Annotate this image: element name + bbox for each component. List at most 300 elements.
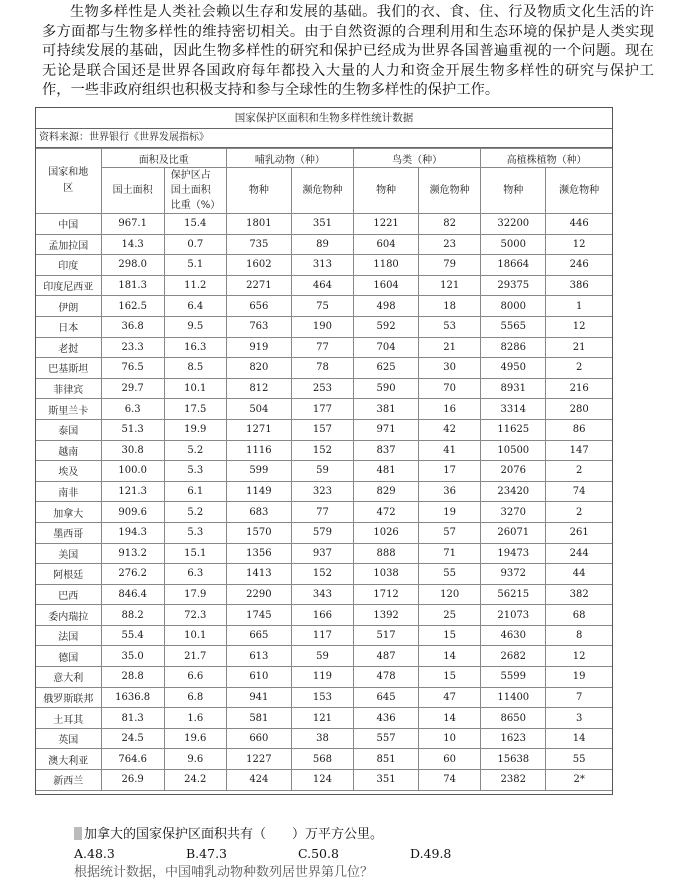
table-row — [36, 564, 612, 585]
country-cell: 美国 — [36, 543, 101, 564]
value-cell: 2 — [546, 358, 612, 379]
table-row — [36, 708, 612, 729]
header-land-area: 国土面积 — [101, 168, 164, 214]
country-cell: 土耳其 — [36, 708, 101, 729]
value-cell: 246 — [546, 255, 612, 276]
value-cell: 21 — [419, 337, 481, 358]
value-cell: 261 — [546, 522, 612, 543]
header-plant-group: 高植株植物（种） — [481, 149, 612, 168]
value-cell: 76.5 — [101, 358, 164, 379]
table-title: 国家保护区面积和生物多样性统计数据 — [36, 108, 612, 129]
value-cell: 763 — [226, 316, 291, 337]
value-cell: 846.4 — [101, 584, 164, 605]
value-cell: 79 — [419, 255, 481, 276]
value-cell: 2382 — [481, 770, 546, 791]
value-cell: 8286 — [481, 337, 546, 358]
value-cell: 937 — [291, 543, 353, 564]
value-cell: 16.3 — [164, 337, 226, 358]
value-cell: 481 — [354, 461, 419, 482]
value-cell: 38 — [291, 728, 353, 749]
value-cell: 610 — [226, 667, 291, 688]
value-cell: 517 — [354, 625, 419, 646]
value-cell: 72.3 — [164, 605, 226, 626]
country-cell: 英国 — [36, 728, 101, 749]
value-cell: 2 — [546, 502, 612, 523]
table-row — [36, 728, 612, 749]
value-cell: 12 — [546, 646, 612, 667]
value-cell: 35.0 — [101, 646, 164, 667]
value-cell: 6.1 — [164, 481, 226, 502]
country-cell: 老挝 — [36, 337, 101, 358]
value-cell: 592 — [354, 316, 419, 337]
value-cell: 86 — [546, 419, 612, 440]
value-cell: 1712 — [354, 584, 419, 605]
value-cell: 19 — [419, 502, 481, 523]
value-cell: 100.0 — [101, 461, 164, 482]
value-cell: 60 — [419, 749, 481, 770]
value-cell: 8000 — [481, 296, 546, 317]
value-cell: 1356 — [226, 543, 291, 564]
value-cell: 4630 — [481, 625, 546, 646]
value-cell: 6.3 — [101, 399, 164, 420]
table-row — [36, 419, 612, 440]
value-cell: 152 — [291, 564, 353, 585]
value-cell: 12 — [546, 316, 612, 337]
value-cell: 5599 — [481, 667, 546, 688]
value-cell: 190 — [291, 316, 353, 337]
header-bird-group: 鸟类（种） — [354, 149, 481, 168]
value-cell: 88.2 — [101, 605, 164, 626]
table-row — [36, 584, 612, 605]
value-cell: 919 — [226, 337, 291, 358]
value-cell: 59 — [291, 646, 353, 667]
value-cell: 472 — [354, 502, 419, 523]
header-mammal-endangered: 濒危物种 — [291, 168, 353, 214]
table-row — [36, 481, 612, 502]
country-cell: 巴基斯坦 — [36, 358, 101, 379]
value-cell: 21 — [546, 337, 612, 358]
country-cell: 中国 — [36, 214, 101, 235]
value-cell: 557 — [354, 728, 419, 749]
value-cell: 829 — [354, 481, 419, 502]
value-cell: 28.8 — [101, 667, 164, 688]
value-cell: 1801 — [226, 214, 291, 235]
value-cell: 24.2 — [164, 770, 226, 791]
value-cell: 967.1 — [101, 214, 164, 235]
value-cell: 51.3 — [101, 419, 164, 440]
value-cell: 19 — [546, 667, 612, 688]
country-cell: 菲律宾 — [36, 378, 101, 399]
value-cell: 23420 — [481, 481, 546, 502]
question — [74, 823, 383, 842]
option-a[interactable]: A.48.3 — [74, 846, 115, 861]
value-cell: 498 — [354, 296, 419, 317]
value-cell: 1636.8 — [101, 687, 164, 708]
value-cell: 9.6 — [164, 749, 226, 770]
value-cell: 9372 — [481, 564, 546, 585]
value-cell: 8.5 — [164, 358, 226, 379]
value-cell: 313 — [291, 255, 353, 276]
value-cell: 2271 — [226, 275, 291, 296]
value-cell: 12 — [546, 234, 612, 255]
table-row — [36, 378, 612, 399]
value-cell: 10500 — [481, 440, 546, 461]
country-cell: 伊朗 — [36, 296, 101, 317]
country-cell: 印度尼西亚 — [36, 275, 101, 296]
value-cell: 8 — [546, 625, 612, 646]
country-cell: 意大利 — [36, 667, 101, 688]
value-cell: 19.9 — [164, 419, 226, 440]
value-cell: 124 — [291, 770, 353, 791]
value-cell: 6.3 — [164, 564, 226, 585]
value-cell: 44 — [546, 564, 612, 585]
value-cell: 11.2 — [164, 275, 226, 296]
value-cell: 1271 — [226, 419, 291, 440]
value-cell: 14 — [419, 646, 481, 667]
value-cell: 323 — [291, 481, 353, 502]
value-cell: 660 — [226, 728, 291, 749]
country-cell: 斯里兰卡 — [36, 399, 101, 420]
header-plant-species: 物种 — [481, 168, 546, 214]
value-cell: 820 — [226, 358, 291, 379]
table-row — [36, 770, 612, 791]
value-cell: 504 — [226, 399, 291, 420]
header-area-group: 面积及比重 — [101, 149, 226, 168]
value-cell: 15.4 — [164, 214, 226, 235]
header-mammal-group: 哺乳动物（种） — [226, 149, 353, 168]
value-cell: 625 — [354, 358, 419, 379]
value-cell: 25 — [419, 605, 481, 626]
country-cell: 新西兰 — [36, 770, 101, 791]
value-cell: 909.6 — [101, 502, 164, 523]
table-row — [36, 543, 612, 564]
value-cell: 81.3 — [101, 708, 164, 729]
value-cell: 17 — [419, 461, 481, 482]
value-cell: 436 — [354, 708, 419, 729]
value-cell: 74 — [419, 770, 481, 791]
table-source: 资料来源：世界银行《世界发展指标》 — [36, 129, 612, 148]
value-cell: 153 — [291, 687, 353, 708]
country-cell: 越南 — [36, 440, 101, 461]
value-cell: 68 — [546, 605, 612, 626]
value-cell: 4950 — [481, 358, 546, 379]
value-cell: 851 — [354, 749, 419, 770]
value-cell: 194.3 — [101, 522, 164, 543]
value-cell: 82 — [419, 214, 481, 235]
value-cell: 1413 — [226, 564, 291, 585]
value-cell: 56215 — [481, 584, 546, 605]
country-cell: 加拿大 — [36, 502, 101, 523]
value-cell: 42 — [419, 419, 481, 440]
value-cell: 47 — [419, 687, 481, 708]
value-cell: 57 — [419, 522, 481, 543]
value-cell: 26071 — [481, 522, 546, 543]
value-cell: 26.9 — [101, 770, 164, 791]
value-cell: 386 — [546, 275, 612, 296]
value-cell: 15638 — [481, 749, 546, 770]
value-cell: 6.4 — [164, 296, 226, 317]
value-cell: 913.2 — [101, 543, 164, 564]
country-cell: 孟加拉国 — [36, 234, 101, 255]
value-cell: 216 — [546, 378, 612, 399]
table-row — [36, 749, 612, 770]
value-cell: 446 — [546, 214, 612, 235]
value-cell: 2 — [546, 461, 612, 482]
value-cell: 16 — [419, 399, 481, 420]
table-row — [36, 358, 612, 379]
value-cell: 487 — [354, 646, 419, 667]
value-cell: 177 — [291, 399, 353, 420]
data-table — [36, 148, 612, 791]
value-cell: 343 — [291, 584, 353, 605]
value-cell: 2* — [546, 770, 612, 791]
value-cell: 478 — [354, 667, 419, 688]
value-cell: 645 — [354, 687, 419, 708]
option-c[interactable]: C.50.8 — [298, 846, 339, 861]
country-cell: 委内瑞拉 — [36, 605, 101, 626]
table-body — [36, 214, 612, 791]
value-cell: 837 — [354, 440, 419, 461]
value-cell: 166 — [291, 605, 353, 626]
value-cell: 9.5 — [164, 316, 226, 337]
value-cell: 8650 — [481, 708, 546, 729]
table-row — [36, 687, 612, 708]
table-row — [36, 605, 612, 626]
value-cell: 17.9 — [164, 584, 226, 605]
value-cell: 5.3 — [164, 522, 226, 543]
table-row — [36, 522, 612, 543]
value-cell: 19.6 — [164, 728, 226, 749]
value-cell: 89 — [291, 234, 353, 255]
value-cell: 5.2 — [164, 502, 226, 523]
value-cell: 764.6 — [101, 749, 164, 770]
value-cell: 1604 — [354, 275, 419, 296]
question-text: 加拿大的国家保护区面积共有（ ）万平方公里。 — [84, 827, 384, 842]
value-cell: 77 — [291, 337, 353, 358]
value-cell: 812 — [226, 378, 291, 399]
value-cell: 581 — [226, 708, 291, 729]
value-cell: 29.7 — [101, 378, 164, 399]
value-cell: 1026 — [354, 522, 419, 543]
value-cell: 1392 — [354, 605, 419, 626]
question-marker — [74, 827, 82, 840]
value-cell: 1149 — [226, 481, 291, 502]
option-b[interactable]: B.47.3 — [186, 846, 227, 861]
value-cell: 41 — [419, 440, 481, 461]
value-cell: 36 — [419, 481, 481, 502]
value-cell: 424 — [226, 770, 291, 791]
value-cell: 5.3 — [164, 461, 226, 482]
value-cell: 30.8 — [101, 440, 164, 461]
value-cell: 464 — [291, 275, 353, 296]
table-row — [36, 214, 612, 235]
value-cell: 18664 — [481, 255, 546, 276]
value-cell: 59 — [291, 461, 353, 482]
value-cell: 10.1 — [164, 378, 226, 399]
value-cell: 280 — [546, 399, 612, 420]
table-row — [36, 440, 612, 461]
value-cell: 121 — [419, 275, 481, 296]
value-cell: 15 — [419, 667, 481, 688]
value-cell: 590 — [354, 378, 419, 399]
value-cell: 14.3 — [101, 234, 164, 255]
value-cell: 117 — [291, 625, 353, 646]
country-cell: 日本 — [36, 316, 101, 337]
value-cell: 157 — [291, 419, 353, 440]
value-cell: 75 — [291, 296, 353, 317]
value-cell: 599 — [226, 461, 291, 482]
value-cell: 36.8 — [101, 316, 164, 337]
value-cell: 6.8 — [164, 687, 226, 708]
value-cell: 351 — [291, 214, 353, 235]
value-cell: 3 — [546, 708, 612, 729]
country-cell: 阿根廷 — [36, 564, 101, 585]
header-plant-endangered: 濒危物种 — [546, 168, 612, 214]
value-cell: 298.0 — [101, 255, 164, 276]
table-row — [36, 316, 612, 337]
value-cell: 6.6 — [164, 667, 226, 688]
value-cell: 19473 — [481, 543, 546, 564]
value-cell: 17.5 — [164, 399, 226, 420]
value-cell: 382 — [546, 584, 612, 605]
value-cell: 55.4 — [101, 625, 164, 646]
value-cell: 29375 — [481, 275, 546, 296]
value-cell: 120 — [419, 584, 481, 605]
value-cell: 7 — [546, 687, 612, 708]
header-mammal-species: 物种 — [226, 168, 291, 214]
value-cell: 23 — [419, 234, 481, 255]
next-question-cutoff: 根据统计数据，中国哺乳动物种数列居世界第几位？ — [74, 865, 374, 880]
value-cell: 152 — [291, 440, 353, 461]
value-cell: 276.2 — [101, 564, 164, 585]
table-row — [36, 646, 612, 667]
value-cell: 30 — [419, 358, 481, 379]
biodiversity-table — [35, 107, 613, 795]
value-cell: 3314 — [481, 399, 546, 420]
value-cell: 5000 — [481, 234, 546, 255]
table-row — [36, 399, 612, 420]
value-cell: 888 — [354, 543, 419, 564]
intro-paragraph: 生物多样性是人类社会赖以生存和发展的基础。我们的衣、食、住、行及物质文化生活的许多方面都与生物多样性的维持密切相关。由于自然资源的合理利用和生态环境的保护是人类实现可持续发展的基础，因此生物多样性的研究和保护已经成为世界各国普遍重视的一个问题。现在无论是联合国还是世界各国政府每年都投入大量的人力和资金开展生物多样性的研究与保护工作，一些非政府组织也积极支持和参与全球性的生物多样性的保护工作。 — [42, 4, 654, 99]
table-row — [36, 255, 612, 276]
value-cell: 1745 — [226, 605, 291, 626]
value-cell: 53 — [419, 316, 481, 337]
value-cell: 8931 — [481, 378, 546, 399]
country-cell: 南非 — [36, 481, 101, 502]
value-cell: 24.5 — [101, 728, 164, 749]
country-cell: 墨西哥 — [36, 522, 101, 543]
table-row — [36, 234, 612, 255]
value-cell: 656 — [226, 296, 291, 317]
value-cell: 683 — [226, 502, 291, 523]
table-row — [36, 667, 612, 688]
header-reserve-share: 保护区占国土面积比重（%） — [164, 168, 226, 214]
value-cell: 11400 — [481, 687, 546, 708]
value-cell: 0.7 — [164, 234, 226, 255]
table-row — [36, 296, 612, 317]
value-cell: 1570 — [226, 522, 291, 543]
value-cell: 2076 — [481, 461, 546, 482]
value-cell: 70 — [419, 378, 481, 399]
value-cell: 71 — [419, 543, 481, 564]
value-cell: 21073 — [481, 605, 546, 626]
value-cell: 23.3 — [101, 337, 164, 358]
value-cell: 55 — [419, 564, 481, 585]
value-cell: 14 — [546, 728, 612, 749]
value-cell: 253 — [291, 378, 353, 399]
value-cell: 15.1 — [164, 543, 226, 564]
value-cell: 1 — [546, 296, 612, 317]
value-cell: 119 — [291, 667, 353, 688]
value-cell: 55 — [546, 749, 612, 770]
value-cell: 1227 — [226, 749, 291, 770]
value-cell: 77 — [291, 502, 353, 523]
value-cell: 15 — [419, 625, 481, 646]
value-cell: 1116 — [226, 440, 291, 461]
value-cell: 351 — [354, 770, 419, 791]
value-cell: 74 — [546, 481, 612, 502]
header-country: 国家和地区 — [36, 149, 101, 214]
value-cell: 665 — [226, 625, 291, 646]
value-cell: 1.6 — [164, 708, 226, 729]
value-cell: 735 — [226, 234, 291, 255]
value-cell: 704 — [354, 337, 419, 358]
value-cell: 604 — [354, 234, 419, 255]
value-cell: 10.1 — [164, 625, 226, 646]
value-cell: 5.2 — [164, 440, 226, 461]
value-cell: 381 — [354, 399, 419, 420]
value-cell: 5.1 — [164, 255, 226, 276]
value-cell: 579 — [291, 522, 353, 543]
value-cell: 2682 — [481, 646, 546, 667]
country-cell: 巴西 — [36, 584, 101, 605]
value-cell: 1602 — [226, 255, 291, 276]
table-row — [36, 502, 612, 523]
value-cell: 5565 — [481, 316, 546, 337]
value-cell: 21.7 — [164, 646, 226, 667]
country-cell: 德国 — [36, 646, 101, 667]
country-cell: 印度 — [36, 255, 101, 276]
value-cell: 3270 — [481, 502, 546, 523]
value-cell: 971 — [354, 419, 419, 440]
value-cell: 1623 — [481, 728, 546, 749]
country-cell: 法国 — [36, 625, 101, 646]
value-cell: 14 — [419, 708, 481, 729]
value-cell: 1221 — [354, 214, 419, 235]
value-cell: 1180 — [354, 255, 419, 276]
country-cell: 俄罗斯联邦 — [36, 687, 101, 708]
option-d[interactable]: D.49.8 — [410, 846, 452, 861]
country-cell: 埃及 — [36, 461, 101, 482]
table-row — [36, 461, 612, 482]
country-cell: 泰国 — [36, 419, 101, 440]
value-cell: 568 — [291, 749, 353, 770]
value-cell: 10 — [419, 728, 481, 749]
header-bird-species: 物种 — [354, 168, 419, 214]
value-cell: 32200 — [481, 214, 546, 235]
value-cell: 78 — [291, 358, 353, 379]
country-cell: 澳大利亚 — [36, 749, 101, 770]
value-cell: 18 — [419, 296, 481, 317]
value-cell: 121 — [291, 708, 353, 729]
table-row — [36, 337, 612, 358]
value-cell: 11625 — [481, 419, 546, 440]
value-cell: 613 — [226, 646, 291, 667]
table-row — [36, 275, 612, 296]
value-cell: 244 — [546, 543, 612, 564]
value-cell: 147 — [546, 440, 612, 461]
header-bird-endangered: 濒危物种 — [419, 168, 481, 214]
